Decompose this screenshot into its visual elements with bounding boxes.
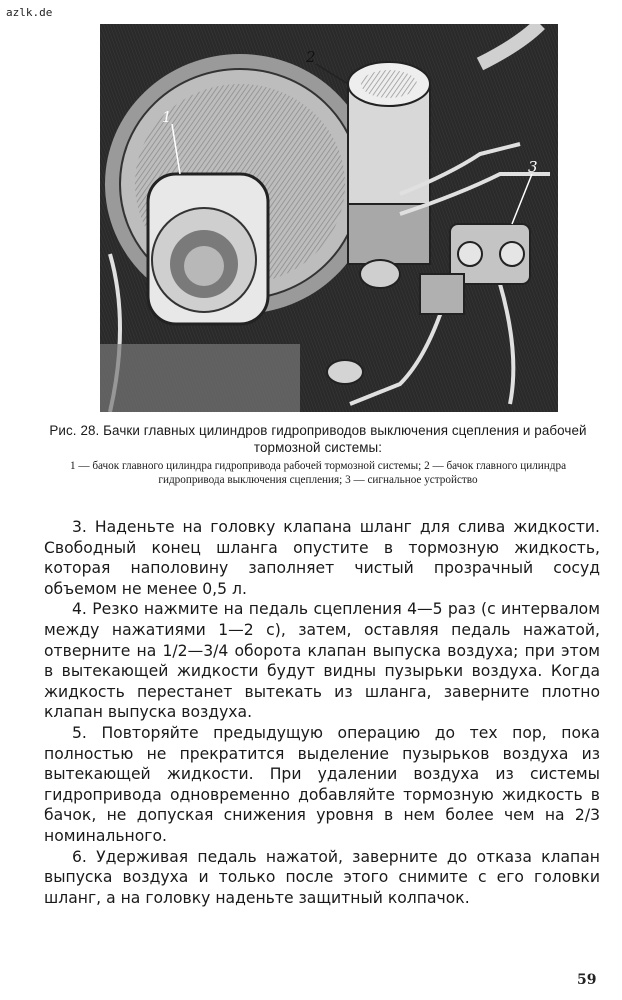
engine-bay-figure [100, 24, 558, 412]
figure-caption [44, 422, 592, 487]
paragraph-step-6: 6. Удерживая педаль нажатой, заверните до отказа клапан выпуска воздуха и только после этого снимите с его головки шланг, а на головку наденьте защитный колпачок. [44, 847, 600, 907]
engine-bay-illustration [100, 24, 558, 412]
body-text [44, 517, 600, 908]
page-number: 59 [577, 972, 597, 988]
watermark: azlk.de [6, 6, 53, 19]
callout-1: 1 [162, 108, 172, 126]
callout-3: 3 [528, 158, 538, 176]
paragraph-step-4: 4. Резко нажмите на педаль сцепления 4—5 раз (с интервалом между нажатиями 1—2 с), затем, оставляя педаль нажатой, отверните на 1/2—3/4 оборота клапан выпуска воздуха; при этом в вытекающей жидкости будут видны пузырьки воздуха. Когда жидкость перестанет вытекать из шланга, заверните плотно клапан выпуска воздуха. [44, 600, 600, 722]
caption-title: Рис. 28. Бачки главных цилиндров гидроприводов выключения сцепления и рабочей тормозной системы: [49, 423, 587, 455]
caption-legend: 1 — бачок главного цилиндра гидропривода рабочей тормозной системы; 2 — бачок главного цилиндра гидропривода выключения сцепления; 3 — сигнальное устройство [69, 460, 567, 486]
paragraph-step-3: 3. Наденьте на головку клапана шланг для слива жидкости. Свободный конец шланга опустите в тормозную жидкость, которая наполовину заполняет чистый прозрачный сосуд объемом не менее 0,5 л. [44, 518, 600, 598]
callout-2: 2 [306, 48, 316, 66]
paragraph-step-5: 5. Повторяйте предыдущую операцию до тех пор, пока полностью не прекратится выделение пузырьков воздуха из вытекающей жидкости. При удалении воздуха из системы гидропривода одновременно добавляйте тормозную жидкость в бачок, не допуская снижения уровня в нем более чем на 2/3 номинального. [44, 723, 600, 845]
